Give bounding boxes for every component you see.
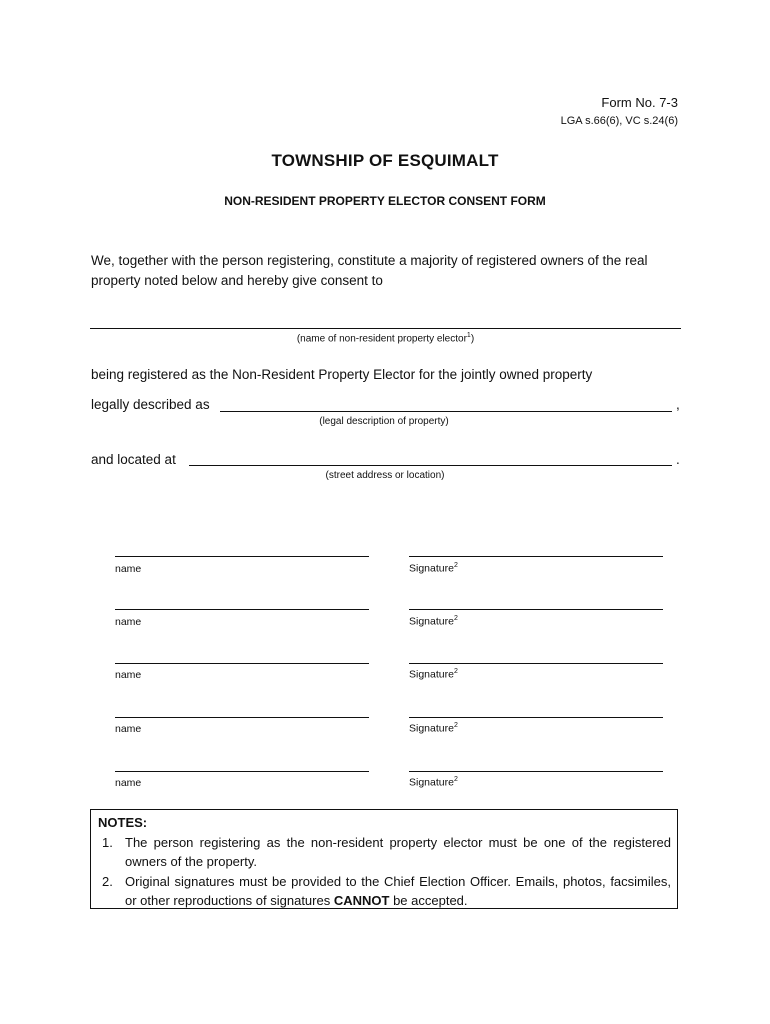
note-emphasis: CANNOT	[333, 893, 390, 908]
owner-name-label: name	[115, 616, 142, 628]
legal-reference: LGA s.66(6), VC s.24(6)	[560, 115, 678, 127]
form-number: Form No. 7-3	[601, 95, 678, 110]
owner-signature-label: Signature$^2$	[409, 668, 458, 681]
owner-signature-label: Signature$^2$	[409, 776, 458, 789]
owner-name-line[interactable]	[115, 771, 369, 772]
note-number: 2.	[102, 873, 113, 889]
location-caption: (street address or location)	[325, 470, 445, 481]
owner-signature-label: Signature$^2$	[409, 562, 458, 575]
owner-name-label: name	[115, 669, 142, 681]
elector-name-caption: (name of non-resident property elector$^1$)	[296, 332, 475, 345]
notes-box	[90, 809, 678, 909]
legal-description-comma: ,	[676, 397, 680, 412]
owner-name-label: name	[115, 777, 142, 789]
notes-title: NOTES:	[98, 815, 148, 830]
owner-signature-line[interactable]	[409, 556, 663, 557]
notes-list	[98, 833, 671, 911]
owner-signature-line[interactable]	[409, 609, 663, 610]
note-text: The person registering as the non-resident property elector must be one of the registered owners of the property.	[125, 834, 671, 869]
location-label: and located at	[91, 452, 176, 467]
location-field[interactable]	[189, 465, 672, 466]
note-item	[98, 833, 671, 872]
owner-signature-line[interactable]	[409, 717, 663, 718]
intro-paragraph: We, together with the person registering, constitute a majority of registered owners of the real property noted below and hereby give consent to	[91, 253, 648, 288]
note-number: 1.	[102, 834, 113, 850]
owner-name-label: name	[115, 723, 142, 735]
legal-description-label: legally described as	[91, 397, 210, 412]
footnote-marker: 1	[466, 332, 471, 339]
note-item	[98, 872, 671, 911]
location-period: .	[676, 452, 680, 467]
owner-signature-label: Signature$^2$	[409, 722, 458, 735]
owner-name-line[interactable]	[115, 556, 369, 557]
form-subtitle: NON-RESIDENT PROPERTY ELECTOR CONSENT FORM	[224, 194, 546, 208]
legal-description-field[interactable]	[220, 411, 672, 412]
page-title: TOWNSHIP OF ESQUIMALT	[271, 151, 499, 170]
note-text: Original signatures must be provided to the Chief Election Officer. Emails, photos, facsimiles, or other reproductions of signatures CANNOT be accepted.	[125, 873, 671, 908]
owner-name-line[interactable]	[115, 717, 369, 718]
owner-name-line[interactable]	[115, 609, 369, 610]
registering-statement: being registered as the Non-Resident Property Elector for the jointly owned property	[91, 367, 593, 382]
owner-name-label: name	[115, 563, 142, 575]
elector-name-field[interactable]	[90, 328, 681, 329]
legal-description-caption: (legal description of property)	[319, 416, 449, 427]
owner-signature-label: Signature$^2$	[409, 615, 458, 628]
owner-signature-line[interactable]	[409, 663, 663, 664]
owner-name-line[interactable]	[115, 663, 369, 664]
owner-signature-line[interactable]	[409, 771, 663, 772]
